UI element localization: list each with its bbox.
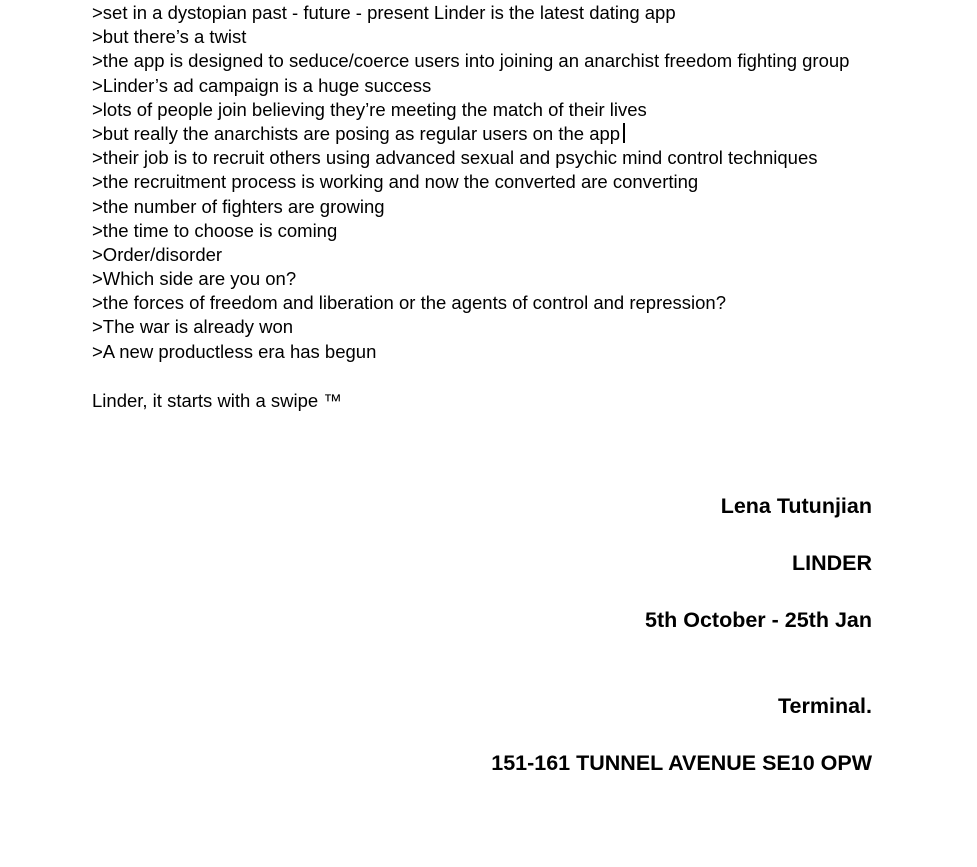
text-line: >the time to choose is coming xyxy=(92,219,338,241)
text-line: >Which side are you on? xyxy=(92,268,297,290)
text-line: >Linder’s ad campaign is a huge success xyxy=(92,74,432,96)
venue-address: 151-161 TUNNEL AVENUE SE10 OPW xyxy=(491,751,872,775)
text-cursor xyxy=(623,123,625,143)
text-line: >set in a dystopian past - future - present Linder is the latest dating app xyxy=(92,2,676,23)
exhibition-title: LINDER xyxy=(791,551,872,575)
exhibition-dates: 5th October - 25th Jan xyxy=(645,608,872,632)
text-line-with-cursor[interactable] xyxy=(92,122,912,146)
text-line: >the app is designed to seduce/coerce users into joining an anarchist freedom fighting group xyxy=(92,50,850,72)
body-text xyxy=(92,1,912,364)
text-line: >but there’s a twist xyxy=(92,26,247,48)
tagline: Linder, it starts with a swipe ™ xyxy=(92,390,342,411)
text-line: >The war is already won xyxy=(92,316,294,338)
artist-name: Lena Tutunjian xyxy=(720,494,872,518)
text-line: >the forces of freedom and liberation or the agents of control and repression? xyxy=(92,292,727,314)
text-line: >their job is to recruit others using advanced sexual and psychic mind control techniques xyxy=(92,147,818,169)
text-line: >A new productless era has begun xyxy=(92,340,377,362)
text-line: >lots of people join believing they’re meeting the match of their lives xyxy=(92,98,647,120)
text-line: >the number of fighters are growing xyxy=(92,195,385,217)
text-line: >the recruitment process is working and now the converted are converting xyxy=(92,171,699,193)
venue-name: Terminal. xyxy=(778,694,872,718)
text-line: >but really the anarchists are posing as regular users on the app xyxy=(92,122,621,144)
text-line: >Order/disorder xyxy=(92,243,223,265)
